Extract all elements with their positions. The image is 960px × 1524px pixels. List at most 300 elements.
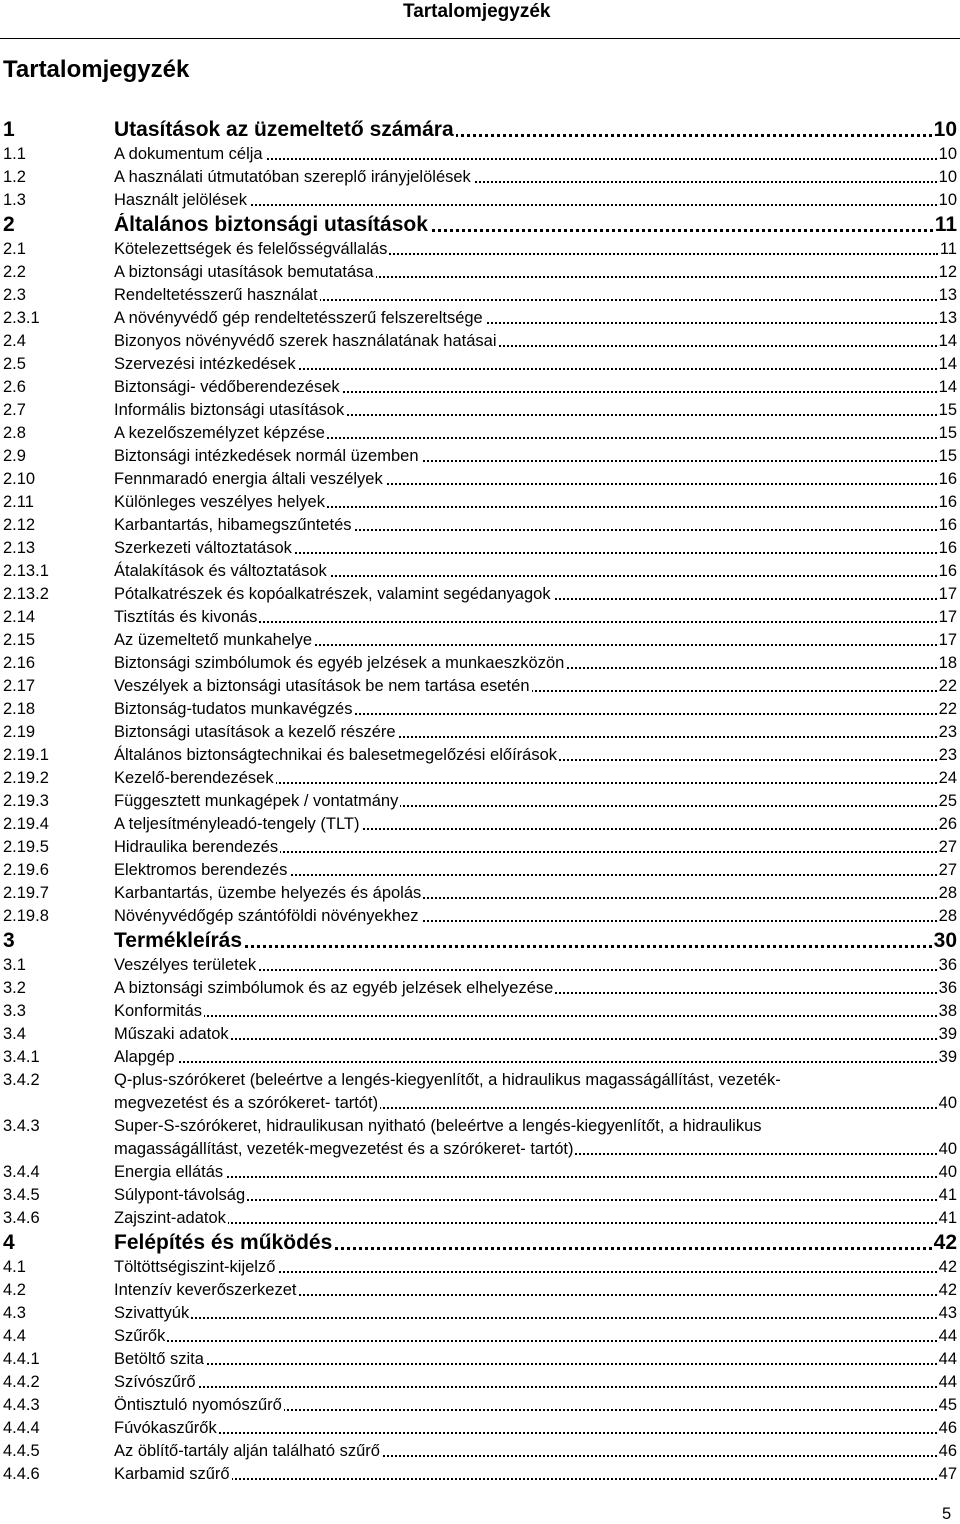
toc-entry-body xyxy=(114,768,957,791)
toc-entry-title: Szivattyúk xyxy=(114,1304,190,1322)
toc-entry-page: 16 xyxy=(938,493,957,511)
toc-entry-title: Átalakítások és változtatások xyxy=(114,562,327,580)
toc-entry-number: 4 xyxy=(3,1231,15,1254)
toc-entry-title: Az öblítő-tartály alján található szűrő xyxy=(114,1442,380,1460)
running-header: Tartalomjegyzék xyxy=(403,1,551,22)
toc-entry-page: 23 xyxy=(938,723,957,741)
toc-entry-title: Zajszint-adatok xyxy=(114,1209,226,1227)
toc-entry-page: 17 xyxy=(938,608,957,626)
toc-entry-title-line: Q-plus-szórókeret (beleértve a lengés-kiegyenlítőt, a hidraulikus magasságállítást, vezeték- xyxy=(114,1071,781,1089)
toc-entry-page: 17 xyxy=(938,631,957,649)
toc-entry-number: 2.15 xyxy=(3,631,36,649)
toc-entry-body xyxy=(114,213,957,239)
toc-entry-title: Súlypont-távolság xyxy=(114,1186,246,1204)
toc-entry-title: Pótalkatrészek és kopóalkatrészek, valamint segédanyagok xyxy=(114,585,551,603)
toc-entry[interactable] xyxy=(3,1208,957,1231)
toc-entry-number: 2.8 xyxy=(3,424,26,442)
toc-entry-title: Műszaki adatok xyxy=(114,1025,229,1043)
toc-entry-title: Kötelezettségek és felelősségvállalás xyxy=(114,240,388,258)
toc-entry-page: 15 xyxy=(938,424,957,442)
toc-entry-page: 10 xyxy=(938,168,957,186)
toc-entry-page: 44 xyxy=(938,1373,957,1391)
toc-entry[interactable] xyxy=(3,1372,957,1395)
toc-entry[interactable] xyxy=(3,190,957,213)
toc-entry-title: Általános biztonsági utasítások xyxy=(114,213,428,236)
toc-entry-number: 2.19.1 xyxy=(3,746,49,764)
toc-entry-page: 23 xyxy=(938,746,957,764)
toc-entry[interactable] xyxy=(3,515,957,538)
toc-entry-page: 12 xyxy=(938,263,957,281)
toc-entry-page: 39 xyxy=(938,1048,957,1066)
toc-entry-number: 2.11 xyxy=(3,493,34,511)
toc-entry-number: 2.19.3 xyxy=(3,792,49,810)
toc-entry-number: 2.18 xyxy=(3,700,36,718)
toc-entry-body xyxy=(114,1231,957,1257)
toc-entry-body xyxy=(114,1395,957,1418)
toc-entry[interactable] xyxy=(3,814,957,837)
toc-entry-title: Karbamid szűrő xyxy=(114,1465,230,1483)
toc-entry-number: 2.19.7 xyxy=(3,884,49,902)
toc-entry[interactable] xyxy=(3,768,957,791)
toc-entry-number: 3.4.1 xyxy=(3,1048,40,1066)
toc-entry[interactable] xyxy=(3,1024,957,1047)
toc-entry-body xyxy=(114,837,957,860)
toc-entry-title: A kezelőszemélyzet képzése xyxy=(114,424,325,442)
toc-entry-number: 4.1 xyxy=(3,1258,26,1276)
toc-entry[interactable] xyxy=(3,653,957,676)
toc-entry[interactable] xyxy=(3,676,957,699)
toc-entry-number: 4.4.5 xyxy=(3,1442,40,1460)
toc-entry-title: Veszélyes területek xyxy=(114,956,257,974)
toc-entry[interactable] xyxy=(3,1162,957,1185)
toc-entry-page: 15 xyxy=(938,401,957,419)
toc-entry-body xyxy=(114,118,957,144)
toc-entry-page: 47 xyxy=(938,1465,957,1483)
toc-entry-page: 41 xyxy=(938,1209,957,1227)
toc-entry-number: 1.2 xyxy=(3,168,26,186)
toc-entry-number: 2.19.5 xyxy=(3,838,49,856)
toc-entry-number: 4.4.1 xyxy=(3,1350,40,1368)
toc-entry-number: 2.19 xyxy=(3,723,36,741)
toc-entry[interactable] xyxy=(3,1257,957,1280)
toc-entry-body xyxy=(114,354,957,377)
toc-entry-body xyxy=(114,814,957,837)
toc-entry-body xyxy=(114,745,957,768)
toc-entry[interactable] xyxy=(3,1047,957,1070)
toc-entry[interactable] xyxy=(3,722,957,745)
toc-entry-number: 2.13.1 xyxy=(3,562,49,580)
toc-entry-number: 4.4 xyxy=(3,1327,26,1345)
toc-entry-title: Különleges veszélyes helyek xyxy=(114,493,325,511)
toc-entry-page: 26 xyxy=(938,815,957,833)
toc-entry-number: 3.2 xyxy=(3,979,26,997)
toc-entry-body xyxy=(114,722,957,745)
toc-entry-number: 3.3 xyxy=(3,1002,26,1020)
toc-entry-page: 16 xyxy=(938,562,957,580)
toc-entry-body xyxy=(114,653,957,676)
toc-entry-number: 2.17 xyxy=(3,677,36,695)
toc-entry-title: Szűrők xyxy=(114,1327,166,1345)
toc-entry-number: 4.3 xyxy=(3,1304,26,1322)
toc-entry-number: 2.3.1 xyxy=(3,309,40,327)
toc-entry-body xyxy=(114,423,957,446)
toc-entry-body xyxy=(114,446,957,469)
toc-entry-title: Rendeltetésszerű használat xyxy=(114,286,318,304)
toc-entry-number: 2.19.6 xyxy=(3,861,49,879)
toc-entry[interactable] xyxy=(3,837,957,860)
toc-entry-page: 17 xyxy=(938,585,957,603)
toc-entry[interactable] xyxy=(3,1349,957,1372)
toc-entry-title: Elektromos berendezés xyxy=(114,861,288,879)
toc-entry[interactable] xyxy=(3,955,957,978)
toc-entry-number: 3 xyxy=(3,929,15,952)
toc-entry-number: 2.19.2 xyxy=(3,769,49,787)
toc-entry-body xyxy=(114,955,957,978)
toc-entry-number: 2.13 xyxy=(3,539,36,557)
toc-entry[interactable] xyxy=(3,1070,957,1116)
toc-entry-body xyxy=(114,607,957,630)
toc-entry-page: 16 xyxy=(938,470,957,488)
toc-entry-page: 46 xyxy=(938,1442,957,1460)
toc-entry-title: Betöltő szita xyxy=(114,1350,204,1368)
toc-entry-number: 2.10 xyxy=(3,470,36,488)
toc-entry-body xyxy=(114,1047,957,1070)
toc-entry-number: 1.1 xyxy=(3,145,26,163)
toc-entry-page: 27 xyxy=(938,861,957,879)
toc-entry[interactable] xyxy=(3,1418,957,1441)
toc-entry-number: 2.16 xyxy=(3,654,36,672)
toc-entry-body xyxy=(114,308,957,331)
table-of-contents xyxy=(3,118,957,1487)
toc-entry-number: 2.1 xyxy=(3,240,26,258)
toc-entry[interactable] xyxy=(3,331,957,354)
toc-entry-number: 3.4.4 xyxy=(3,1163,40,1181)
toc-entry-title: Szerkezeti változtatások xyxy=(114,539,292,557)
toc-entry-body xyxy=(114,1326,957,1349)
toc-entry-title: Biztonsági intézkedések normál üzemben xyxy=(114,447,419,465)
toc-leader-dots xyxy=(114,1038,937,1040)
toc-entry-page: 43 xyxy=(938,1304,957,1322)
toc-entry-page: 42 xyxy=(938,1281,957,1299)
toc-entry[interactable] xyxy=(3,213,957,239)
toc-leader-dots xyxy=(114,1386,937,1388)
toc-entry[interactable] xyxy=(3,262,957,285)
toc-entry-body xyxy=(114,1372,957,1395)
toc-entry-body xyxy=(114,584,957,607)
toc-entry-title: Utasítások az üzemeltető számára xyxy=(114,118,454,141)
toc-entry-number: 2.19.4 xyxy=(3,815,49,833)
toc-entry-page: 40 xyxy=(938,1140,957,1158)
toc-entry-body xyxy=(114,144,957,167)
toc-entry-page: 25 xyxy=(938,792,957,810)
toc-entry-title: Termékleírás xyxy=(114,929,243,952)
toc-entry-page: 14 xyxy=(938,378,957,396)
toc-entry-title: Hidraulika berendezés xyxy=(114,838,279,856)
toc-entry-body xyxy=(114,791,957,814)
toc-entry-page: 44 xyxy=(938,1350,957,1368)
toc-entry-number: 2 xyxy=(3,213,15,236)
toc-entry-number: 1.3 xyxy=(3,191,26,209)
toc-entry-page: 10 xyxy=(938,145,957,163)
toc-entry-number: 2.2 xyxy=(3,263,26,281)
toc-entry-title: Alapgép xyxy=(114,1048,175,1066)
toc-entry-number: 2.3 xyxy=(3,286,26,304)
toc-entry[interactable] xyxy=(3,906,957,929)
toc-entry-title: Konformitás xyxy=(114,1002,203,1020)
toc-entry-number: 2.12 xyxy=(3,516,36,534)
toc-entry[interactable] xyxy=(3,239,957,262)
toc-entry-page: 14 xyxy=(938,355,957,373)
toc-entry[interactable] xyxy=(3,791,957,814)
toc-entry[interactable] xyxy=(3,699,957,722)
toc-entry-body xyxy=(114,515,957,538)
toc-entry-number: 2.13.2 xyxy=(3,585,49,603)
toc-entry-number: 3.4.5 xyxy=(3,1186,40,1204)
toc-entry[interactable] xyxy=(3,400,957,423)
toc-entry-title: Fennmaradó energia általi veszélyek xyxy=(114,470,383,488)
toc-entry[interactable] xyxy=(3,167,957,190)
toc-entry[interactable] xyxy=(3,1326,957,1349)
toc-entry-page: 14 xyxy=(938,332,957,350)
toc-entry-title: A használati útmutatóban szereplő irányjelölések xyxy=(114,168,471,186)
toc-entry-body xyxy=(114,538,957,561)
toc-entry-body xyxy=(114,676,957,699)
toc-leader-dots xyxy=(114,1340,937,1342)
toc-entry-page: 10 xyxy=(933,118,957,141)
toc-entry[interactable] xyxy=(3,469,957,492)
toc-entry-body xyxy=(114,1280,957,1303)
toc-entry-number: 3.4.2 xyxy=(3,1071,40,1089)
toc-leader-dots xyxy=(114,1176,937,1178)
toc-entry-body xyxy=(114,906,957,929)
toc-entry-body xyxy=(114,1070,957,1116)
toc-entry-page: 40 xyxy=(938,1094,957,1112)
toc-entry-number: 2.19.8 xyxy=(3,907,49,925)
toc-entry-number: 3.4.6 xyxy=(3,1209,40,1227)
toc-entry-number: 2.14 xyxy=(3,608,36,626)
toc-entry-title: Intenzív keverőszerkezet xyxy=(114,1281,297,1299)
toc-entry-page: 41 xyxy=(938,1186,957,1204)
toc-entry-title: Energia ellátás xyxy=(114,1163,224,1181)
toc-entry[interactable] xyxy=(3,584,957,607)
toc-entry[interactable] xyxy=(3,1231,957,1257)
toc-entry-page: 27 xyxy=(938,838,957,856)
toc-entry[interactable] xyxy=(3,1116,957,1162)
toc-entry-page: 28 xyxy=(938,884,957,902)
toc-entry-body xyxy=(114,1001,957,1024)
toc-entry-body xyxy=(114,1185,957,1208)
toc-entry-page: 36 xyxy=(938,956,957,974)
toc-entry-number: 4.4.4 xyxy=(3,1419,40,1437)
toc-entry-page: 13 xyxy=(938,286,957,304)
toc-entry[interactable] xyxy=(3,1001,957,1024)
toc-entry-body xyxy=(114,1116,957,1162)
toc-entry-title: Biztonsági szimbólumok és egyéb jelzések a munkaeszközön xyxy=(114,654,565,672)
toc-entry-page: 28 xyxy=(938,907,957,925)
toc-entry-body xyxy=(114,1464,957,1487)
toc-entry-body xyxy=(114,1208,957,1231)
toc-entry-title: A növényvédő gép rendeltetésszerű felszereltsége xyxy=(114,309,483,327)
header-rule xyxy=(0,38,960,39)
toc-entry[interactable] xyxy=(3,630,957,653)
toc-entry-body xyxy=(114,978,957,1001)
toc-entry[interactable] xyxy=(3,354,957,377)
toc-entry-body xyxy=(114,860,957,883)
toc-entry-page: 45 xyxy=(938,1396,957,1414)
toc-entry-body xyxy=(114,1418,957,1441)
toc-entry[interactable] xyxy=(3,118,957,144)
toc-entry[interactable] xyxy=(3,561,957,584)
toc-entry-title: Függesztett munkagépek / vontatmány xyxy=(114,792,399,810)
page-title: Tartalomjegyzék xyxy=(3,56,190,83)
toc-entry-page: 36 xyxy=(938,979,957,997)
toc-entry-body xyxy=(114,1024,957,1047)
toc-entry-body xyxy=(114,1162,957,1185)
toc-entry-number: 4.4.2 xyxy=(3,1373,40,1391)
toc-entry-number: 4.2 xyxy=(3,1281,26,1299)
toc-entry[interactable] xyxy=(3,308,957,331)
toc-entry-page: 22 xyxy=(938,677,957,695)
toc-leader-dots xyxy=(114,1222,937,1224)
toc-entry-title: Bizonyos növényvédő szerek használatának hatásai xyxy=(114,332,497,350)
toc-entry[interactable] xyxy=(3,1185,957,1208)
page-number: 5 xyxy=(942,1505,952,1523)
toc-leader-dots xyxy=(114,1015,937,1017)
toc-entry-title: Biztonsági utasítások a kezelő részére xyxy=(114,723,396,741)
toc-entry-title: Fúvókaszűrők xyxy=(114,1419,217,1437)
toc-entry-title: Szívószűrő xyxy=(114,1373,196,1391)
toc-entry-page: 30 xyxy=(933,929,957,952)
toc-entry-page: 15 xyxy=(938,447,957,465)
toc-entry-title: Biztonság-tudatos munkavégzés xyxy=(114,700,353,718)
toc-entry[interactable] xyxy=(3,423,957,446)
toc-entry[interactable] xyxy=(3,492,957,515)
toc-leader-dots xyxy=(114,1061,937,1063)
toc-leader-dots xyxy=(114,1432,937,1434)
toc-entry-number: 2.5 xyxy=(3,355,26,373)
toc-entry-body xyxy=(114,331,957,354)
toc-entry-body xyxy=(114,883,957,906)
toc-leader-dots xyxy=(114,1317,937,1319)
toc-entry-page: 44 xyxy=(938,1327,957,1345)
toc-entry-number: 3.4.3 xyxy=(3,1117,40,1135)
toc-entry-page: 22 xyxy=(938,700,957,718)
toc-entry[interactable] xyxy=(3,1280,957,1303)
toc-entry-title: magasságállítást, vezeték-megvezetést és a szórókeret- tartót) xyxy=(114,1140,574,1158)
toc-entry-body xyxy=(114,1441,957,1464)
toc-entry-body xyxy=(114,1257,957,1280)
toc-entry-body xyxy=(114,400,957,423)
toc-entry-title: Kezelő-berendezések xyxy=(114,769,274,787)
toc-entry-body xyxy=(114,492,957,515)
toc-entry[interactable] xyxy=(3,607,957,630)
toc-entry-body xyxy=(114,699,957,722)
toc-entry-number: 3.4 xyxy=(3,1025,26,1043)
toc-entry-title: Felépítés és működés xyxy=(114,1231,333,1254)
toc-entry-body xyxy=(114,561,957,584)
toc-entry-number: 2.7 xyxy=(3,401,26,419)
toc-entry-title: Karbantartás, üzembe helyezés és ápolás xyxy=(114,884,422,902)
toc-entry-number: 2.9 xyxy=(3,447,26,465)
toc-entry[interactable] xyxy=(3,883,957,906)
toc-entry-body xyxy=(114,377,957,400)
toc-entry-page: 16 xyxy=(938,539,957,557)
toc-entry-body xyxy=(114,1349,957,1372)
toc-entry[interactable] xyxy=(3,929,957,955)
toc-entry-page: 39 xyxy=(938,1025,957,1043)
toc-leader-dots xyxy=(114,1478,937,1480)
toc-entry-body xyxy=(114,285,957,308)
toc-entry-number: 3.1 xyxy=(3,956,26,974)
toc-entry-title: Szervezési intézkedések xyxy=(114,355,296,373)
toc-entry-page: 40 xyxy=(938,1163,957,1181)
toc-entry-title: A dokumentum célja xyxy=(114,145,263,163)
toc-entry-page: 10 xyxy=(938,191,957,209)
toc-entry-page: 46 xyxy=(938,1419,957,1437)
toc-entry-title: Öntisztuló nyomószűrő xyxy=(114,1396,282,1414)
toc-entry-page: 13 xyxy=(938,309,957,327)
toc-entry[interactable] xyxy=(3,538,957,561)
toc-entry-title: Használt jelölések xyxy=(114,191,247,209)
toc-entry-title-line: Super-S-szórókeret, hidraulikusan nyitható (beleértve a lengés-kiegyenlítőt, a hidraulikus xyxy=(114,1117,762,1135)
toc-entry-body xyxy=(114,469,957,492)
toc-entry-title: Veszélyek a biztonsági utasítások be nem tartása esetén xyxy=(114,677,530,695)
toc-entry-page: 38 xyxy=(938,1002,957,1020)
toc-entry[interactable] xyxy=(3,1441,957,1464)
toc-entry-title: A teljesítményleadó-tengely (TLT) xyxy=(114,815,360,833)
toc-entry[interactable] xyxy=(3,860,957,883)
toc-entry[interactable] xyxy=(3,144,957,167)
toc-entry[interactable] xyxy=(3,978,957,1001)
toc-entry[interactable] xyxy=(3,1395,957,1418)
toc-entry-page: 16 xyxy=(938,516,957,534)
toc-entry-page: 42 xyxy=(938,1258,957,1276)
toc-entry[interactable] xyxy=(3,1303,957,1326)
toc-entry-title: Informális biztonsági utasítások xyxy=(114,401,345,419)
toc-entry-body xyxy=(114,167,957,190)
toc-entry-title: Töltöttségiszint-kijelző xyxy=(114,1258,276,1276)
toc-entry[interactable] xyxy=(3,745,957,768)
toc-entry-body xyxy=(114,929,957,955)
toc-entry[interactable] xyxy=(3,1464,957,1487)
toc-entry-title: Karbantartás, hibamegszűntetés xyxy=(114,516,352,534)
toc-entry-body xyxy=(114,239,957,262)
toc-entry-title: Tisztítás és kivonás xyxy=(114,608,258,626)
toc-entry-title: Növényvédőgép szántóföldi növényekhez xyxy=(114,907,419,925)
toc-entry-body xyxy=(114,1303,957,1326)
toc-entry-body xyxy=(114,630,957,653)
toc-entry-page: 11 xyxy=(934,213,957,236)
toc-entry[interactable] xyxy=(3,377,957,400)
toc-entry-body xyxy=(114,190,957,213)
toc-entry-number: 2.6 xyxy=(3,378,26,396)
toc-entry-title: megvezetést és a szórókeret- tartót) xyxy=(114,1094,379,1112)
toc-leader-dots xyxy=(114,1363,937,1365)
toc-entry-number: 1 xyxy=(3,118,15,141)
toc-entry-page: 24 xyxy=(938,769,957,787)
toc-entry[interactable] xyxy=(3,446,957,469)
toc-entry[interactable] xyxy=(3,285,957,308)
toc-entry-number: 2.4 xyxy=(3,332,26,350)
toc-entry-page: 18 xyxy=(938,654,957,672)
toc-entry-title: Az üzemeltető munkahelye xyxy=(114,631,313,649)
toc-entry-page: 42 xyxy=(933,1231,957,1254)
toc-entry-title: A biztonsági utasítások bemutatása xyxy=(114,263,374,281)
toc-entry-number: 4.4.3 xyxy=(3,1396,40,1414)
toc-entry-title: Biztonsági- védőberendezések xyxy=(114,378,340,396)
toc-entry-title: Általános biztonságtechnikai és balesetmegelőzési előírások xyxy=(114,746,558,764)
toc-entry-page: 11 xyxy=(939,240,957,258)
